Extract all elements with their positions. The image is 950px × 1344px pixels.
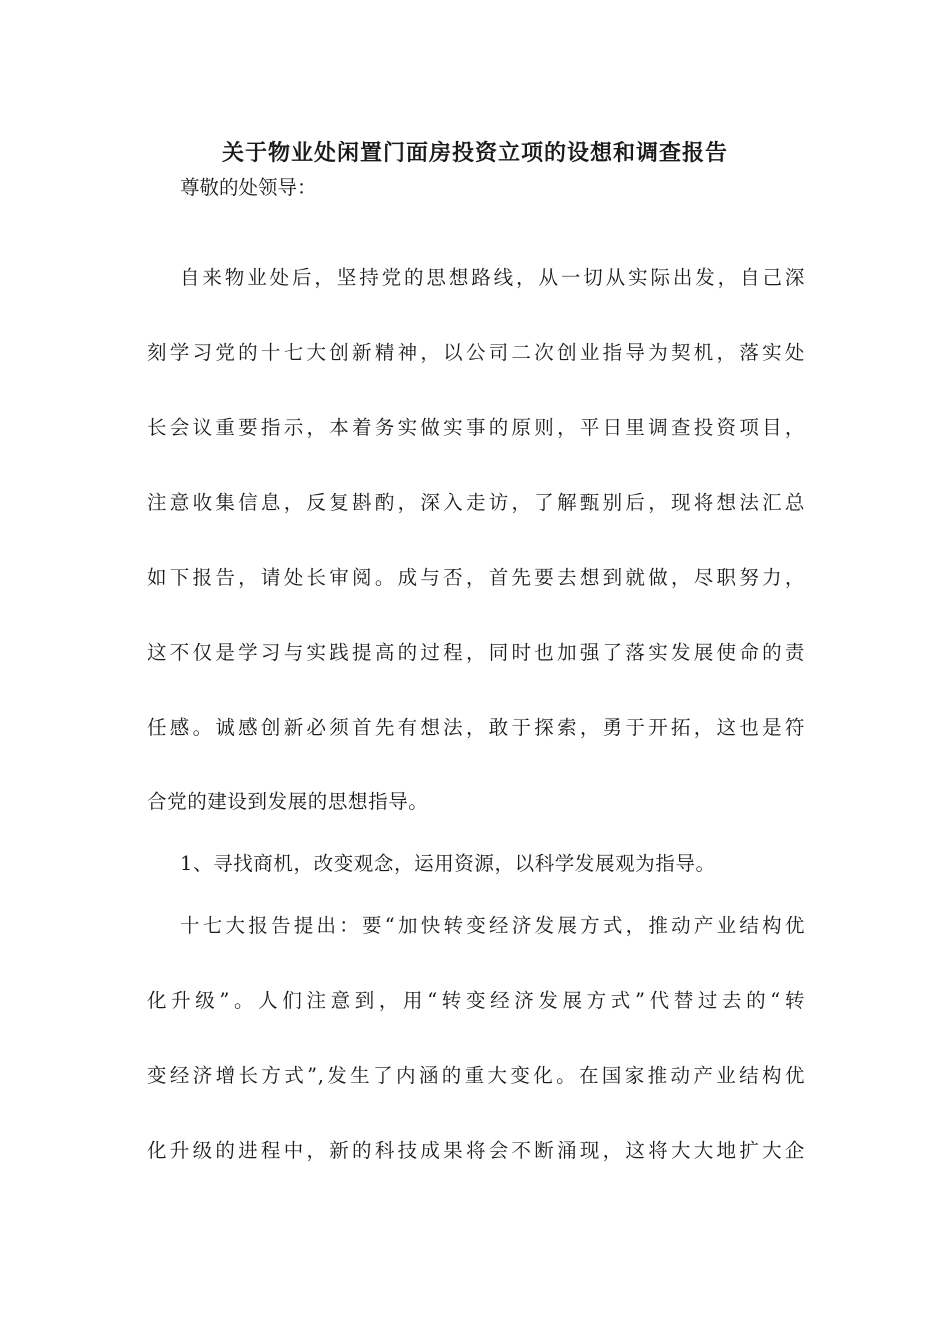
paragraph-line: 刻学习党的十七大创新精神，以公司二次创业指导为契机，落实处 (147, 341, 805, 364)
salutation: 尊敬的处领导： (180, 176, 317, 199)
paragraph-line: 化升级”。人们注意到，用“转变经济发展方式”代替过去的“转 (147, 989, 805, 1012)
paragraph-line: 化升级的进程中，新的科技成果将会不断涌现，这将大大地扩大企 (147, 1139, 805, 1162)
document-title: 关于物业处闲置门面房投资立项的设想和调查报告 (221, 140, 728, 166)
paragraph-line: 长会议重要指示，本着务实做实事的原则，平日里调查投资项目， (147, 416, 805, 439)
paragraph-line: 变经济增长方式”,发生了内涵的重大变化。在国家推动产业结构优 (147, 1064, 805, 1087)
paragraph-line: 如下报告，请处长审阅。成与否，首先要去想到就做，尽职努力， (147, 566, 805, 589)
paragraph-line: 任感。诚感创新必须首先有想法，敢于探索，勇于开拓，这也是符 (147, 716, 805, 739)
paragraph-line: 合党的建设到发展的思想指导。 (147, 790, 429, 813)
paragraph-line: 这不仅是学习与实践提高的过程，同时也加强了落实发展使命的责 (147, 641, 805, 664)
paragraph-line: 十七大报告提出：要“加快转变经济发展方式，推动产业结构优 (180, 914, 805, 937)
paragraph-line: 注意收集信息，反复斟酌，深入走访，了解甄别后，现将想法汇总 (147, 491, 805, 514)
section-heading: 1、寻找商机，改变观念，运用资源，以科学发展观为指导。 (180, 852, 716, 875)
paragraph-line: 自来物业处后，坚持党的思想路线，从一切从实际出发，自己深 (180, 266, 805, 289)
